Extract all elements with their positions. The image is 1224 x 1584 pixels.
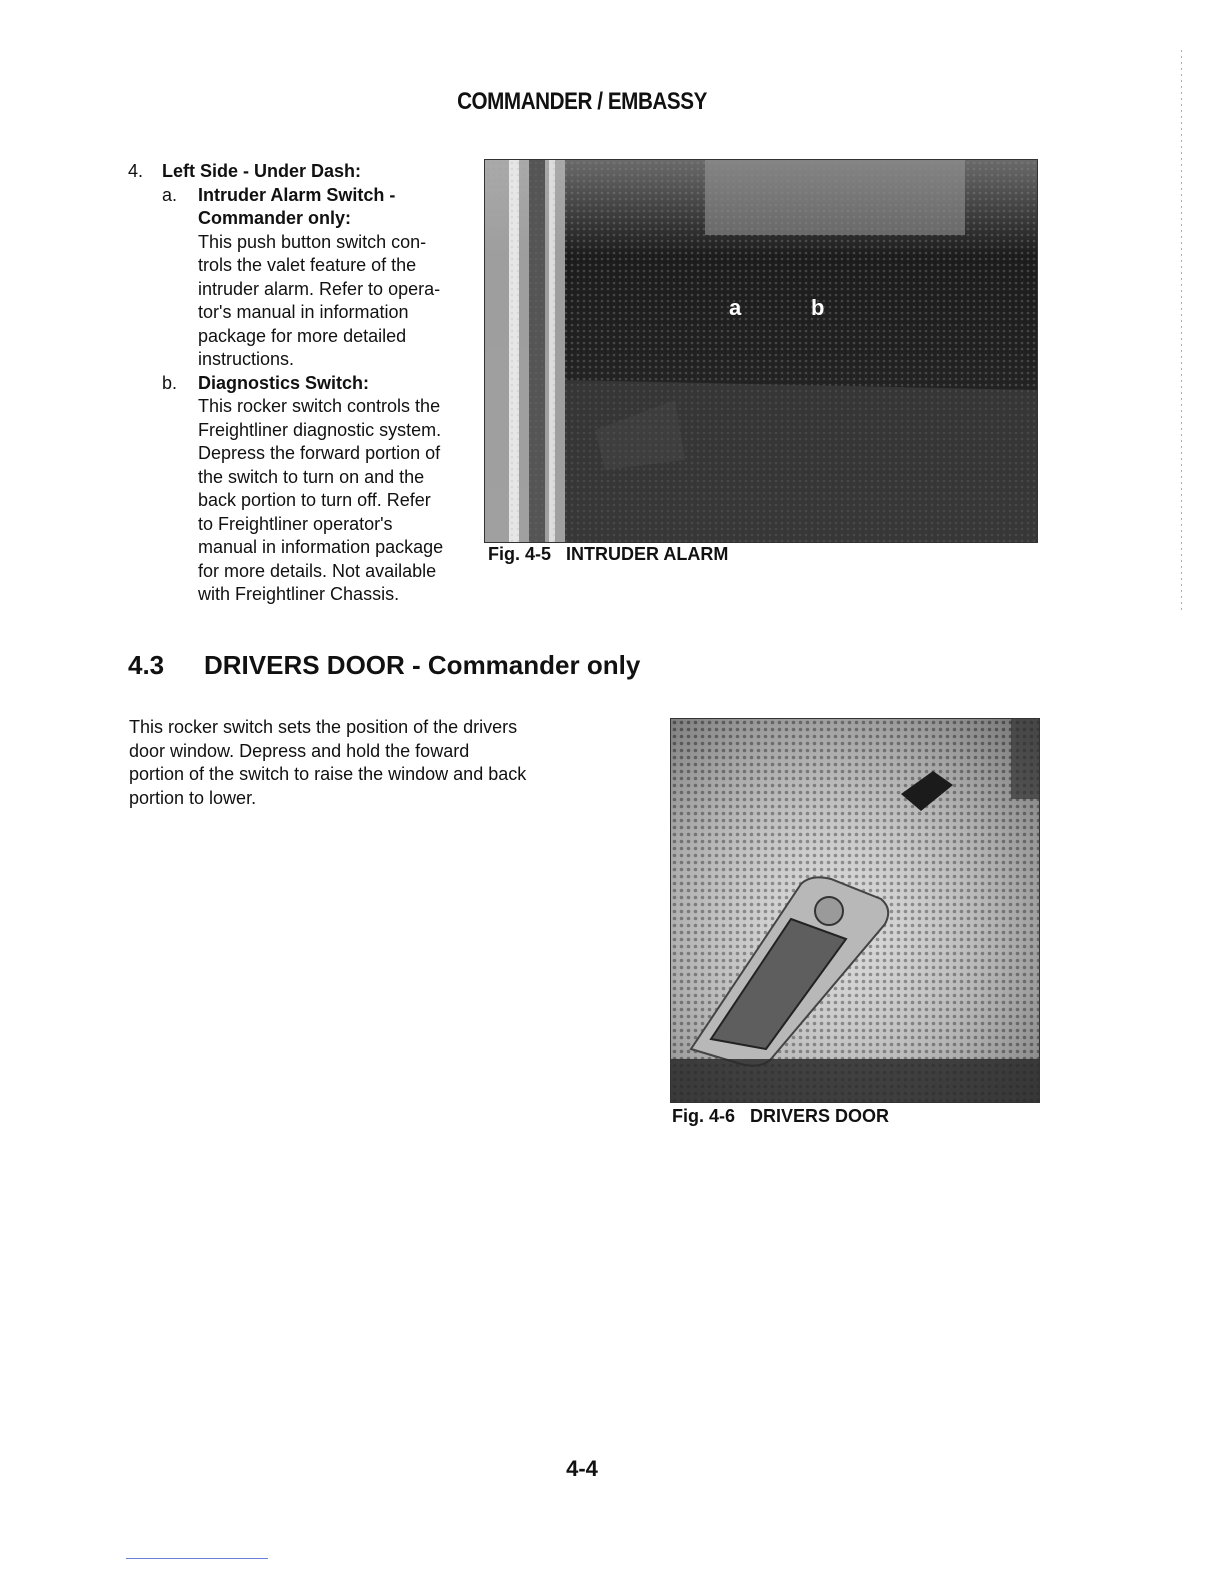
list-number: 4. bbox=[128, 161, 144, 181]
body-line: manual in information package bbox=[198, 537, 444, 557]
body-line: instructions. bbox=[198, 349, 295, 369]
section-number: 4.3 bbox=[128, 650, 165, 680]
sub-item-letter: a. bbox=[162, 184, 178, 205]
list-item-4 bbox=[128, 160, 473, 184]
body-line: portion to lower. bbox=[129, 787, 257, 808]
body-line: trols the valet feature of the bbox=[198, 255, 417, 275]
figure-caption bbox=[488, 544, 728, 565]
figure-number: Fig. 4-5 bbox=[488, 544, 552, 564]
footer-rule bbox=[126, 1558, 268, 1559]
body-line: Freightliner diagnostic system. bbox=[198, 419, 442, 440]
sub-item-a bbox=[162, 184, 473, 372]
body-line: to Freightliner operator's bbox=[198, 513, 393, 534]
body-line: portion of the switch to raise the window and back bbox=[129, 764, 527, 784]
sub-item-title: Diagnostics Switch: bbox=[198, 372, 370, 393]
drivers-door-photo bbox=[670, 718, 1040, 1103]
sub-item-content bbox=[198, 184, 440, 372]
sub-item-letter: b. bbox=[162, 372, 178, 393]
body-line: This push button switch con- bbox=[198, 231, 427, 252]
scan-edge-mark bbox=[1181, 50, 1182, 610]
section-title: DRIVERS DOOR - Commander only bbox=[204, 650, 641, 680]
page-number: 4-4 bbox=[566, 1456, 598, 1481]
callout-label-a: a bbox=[729, 295, 742, 320]
instruction-list bbox=[128, 160, 473, 607]
figure-title: INTRUDER ALARM bbox=[566, 544, 729, 564]
sub-item-title: Intruder Alarm Switch - bbox=[198, 184, 396, 205]
body-line: tor's manual in information bbox=[198, 302, 409, 322]
body-line: back portion to turn off. Refer bbox=[198, 490, 431, 510]
body-line: This rocker switch controls the bbox=[198, 396, 441, 416]
figure-title: DRIVERS DOOR bbox=[750, 1106, 890, 1126]
section-heading bbox=[128, 650, 640, 681]
body-line: with Freightliner Chassis. bbox=[198, 584, 400, 604]
figure-number: Fig. 4-6 bbox=[672, 1106, 736, 1126]
list-item-title: Left Side - Under Dash: bbox=[162, 161, 362, 181]
figure-caption bbox=[672, 1106, 889, 1127]
body-line: the switch to turn on and the bbox=[198, 466, 425, 487]
body-line: Depress the forward portion of bbox=[198, 443, 441, 463]
page-header-title: COMMANDER / EMBASSY bbox=[457, 88, 707, 115]
intruder-alarm-photo bbox=[484, 159, 1038, 543]
section-body bbox=[129, 716, 589, 810]
body-line: door window. Depress and hold the foward bbox=[129, 740, 470, 761]
body-line: This rocker switch sets the position of the drivers bbox=[129, 717, 518, 737]
sub-item-title: Commander only: bbox=[198, 208, 352, 228]
sub-item-b bbox=[162, 372, 473, 607]
callout-label-b: b bbox=[811, 295, 825, 320]
body-line: intruder alarm. Refer to opera- bbox=[198, 278, 441, 299]
body-line: package for more detailed bbox=[198, 325, 407, 346]
body-line: for more details. Not available bbox=[198, 560, 437, 581]
sub-item-content bbox=[198, 372, 443, 607]
